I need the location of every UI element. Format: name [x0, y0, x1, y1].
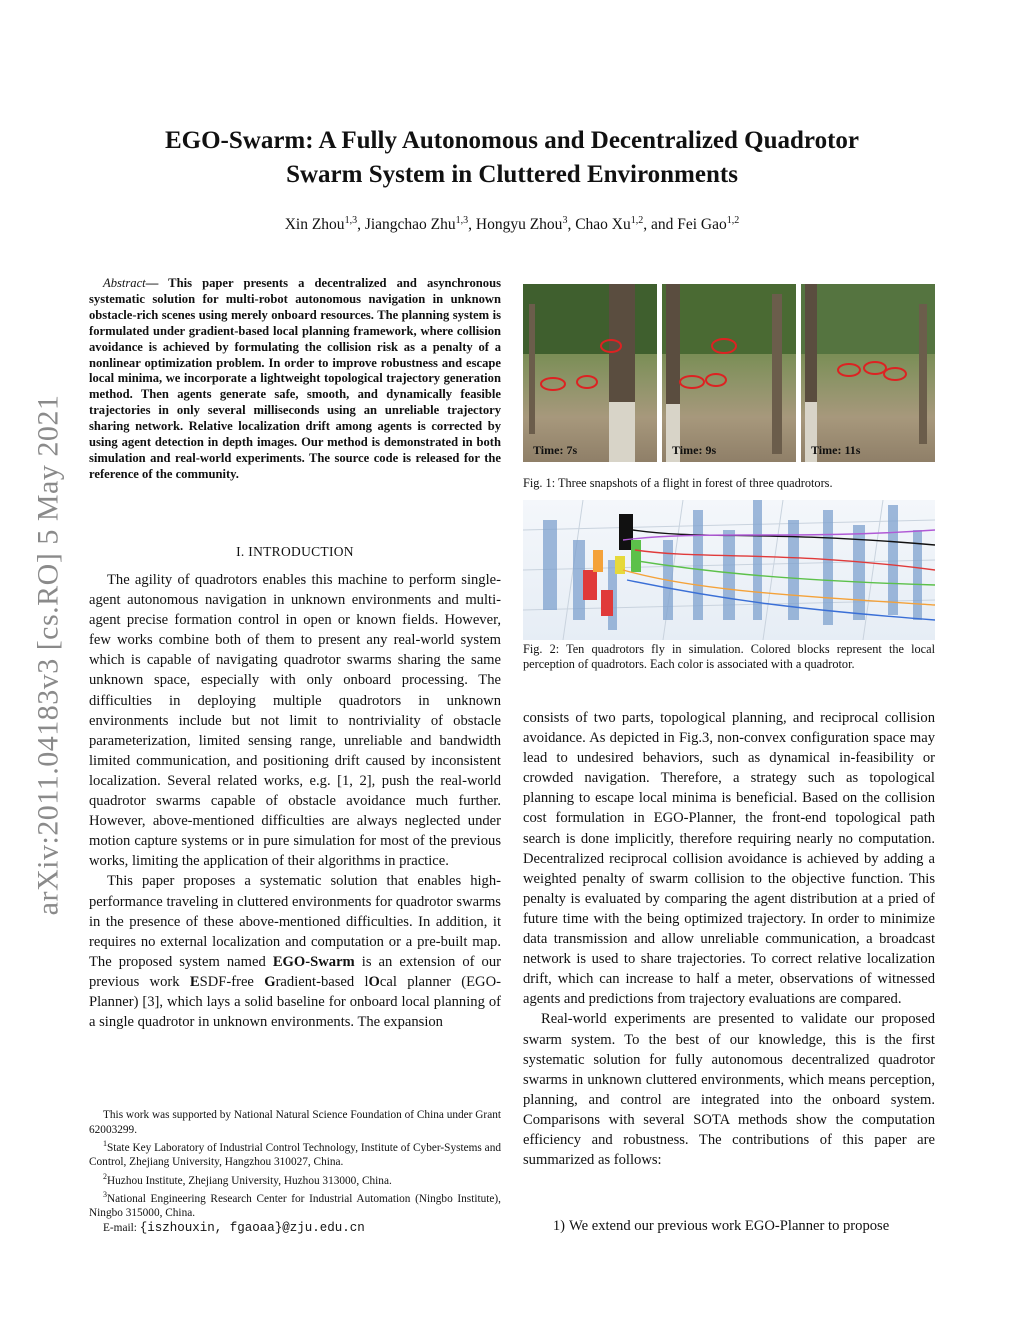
email-address: {iszhouxin, fgaoaa}@zju.edu.cn — [139, 1220, 365, 1235]
footnotes — [89, 1108, 501, 1235]
author-list — [100, 215, 924, 234]
section-heading-introduction: I. INTRODUCTION — [236, 544, 354, 559]
title-line-1: EGO-Swarm: A Fully Autonomous and Decentralized Quadrotor — [164, 127, 859, 154]
snapshot-photo — [801, 284, 935, 462]
right-paragraph-2: Real-world experiments are presented to validate our proposed swarm system. To the best of our knowledge, this is the first systematic solution for fully autonomous decentralized quadrotor swarms in unknown cluttered environments, which means perception, planning, and control are integrated into the onboard system. Comparisons with several SOTA methods show the computation efficiency and robustness. The contributions of this paper are summarized as follows: — [523, 1011, 935, 1169]
introduction-body — [89, 570, 501, 1032]
author: Hongyu Zhou$^3$, — [475, 215, 576, 234]
snapshot-photo — [523, 284, 657, 462]
abstract-dash: — — [145, 276, 169, 290]
snapshot-photo — [662, 284, 796, 462]
figure-1-snapshots — [523, 284, 935, 462]
right-column-body — [523, 708, 935, 1170]
figure-2-caption: Fig. 2: Ten quadrotors fly in simulation. Colored blocks represent the local perception of quadrotors. Each color is associated with a quadrotor. — [523, 642, 935, 671]
snapshot-time-label: Time: 9s — [672, 443, 717, 457]
snapshot-time-label: Time: 11s — [811, 443, 861, 457]
right-paragraph-1: consists of two parts, topological planning, and reciprocal collision avoidance. As depicted in Fig.3, non-convex configuration space may lead to undesired behaviors, such as dynamical in-feasibility or crowded navigation. Therefore, a strategy such as topological planning to escape local minima is beneficial. Based on the collision cost formulation in EGO-Planner, the front-end topological path search is done implicitly, therefore requiring nearly no computation. Decentralized reciprocal collision avoidance is achieved by adding a weighted penalty of swarm collision to the objective function. This penalty is evaluated by comparing the agent distribution at a pried of future time with the being optimized trajectory. In order to minimize data transmission and allow unreliable communication, a broadcast network is used to share trajectories. To correct relative localization drift, which can increase to half a meter, observations of witnessed agents and predictions from trajectory evaluations are compared. — [523, 710, 935, 1008]
abstract — [89, 276, 501, 483]
footnote-affiliation-2: $^2$Huzhou Institute, Zhejiang University, Huzhou 313000, China. — [103, 1171, 392, 1187]
footnote-affiliation-1: $^1$State Key Laboratory of Industrial Control Technology, Institute of Cyber-Systems and Control, Zhejiang University, Hangzhou 310027, China. — [89, 1139, 501, 1169]
snapshot-time-label: Time: 7s — [533, 443, 578, 457]
arxiv-stamp — [28, 355, 68, 955]
list-text: We extend our previous work EGO-Planner to propose — [569, 1218, 890, 1234]
author: Fei Gao$^{1,2}$ — [677, 215, 740, 234]
contribution-list-item — [523, 1216, 935, 1236]
author: Jiangchao Zhu$^{1,3}$, — [364, 215, 476, 234]
footnote-affiliation-3: $^3$National Engineering Research Center for Industrial Automation (Ningbo Institute), Ningbo 315000, China. — [89, 1190, 501, 1220]
list-number: 1) — [552, 1218, 565, 1234]
footnote-email: E-mail: {iszhouxin, fgaoaa}@zju.edu.cn — [103, 1220, 365, 1235]
arxiv-stamp-text: arXiv:2011.04183v3 [cs.RO] 5 May 2021 — [31, 394, 65, 916]
abstract-label: Abstract — [103, 276, 146, 290]
intro-paragraph-1: The agility of quadrotors enables this machine to perform single-agent autonomous navigation in unknown environments and multi-agent precise formation control in open or known fields. However, few works combine both of them to present any real-world system which is capable of navigating quadrotor swarms sharing the same unknown space, especially with only onboard processing. The difficulties in deploying multiple quadrotors in unknown environments include but not limit to nontriviality of obstacle parameterization, limited sensing range, unreliable and bandwidth limited communication, and positioning drift caused by inconsistent localization. Several related works, e.g. [1, 2], push the real-world quadrotor swarms capable of obstacle avoidance much further. However, above-mentioned difficulties are always neglected under motion capture systems or in pure simulation for most of the previous works, limiting the application of their algorithms in practice. — [89, 572, 501, 870]
forest-scene-icon — [801, 284, 935, 462]
figure-1-caption: Fig. 1: Three snapshots of a flight in forest of three quadrotors. — [523, 476, 833, 490]
abstract-text: This paper presents a decentralized and asynchronous systematic solution for multi-robot autonomous navigation in unknown obstacle-rich scenes using merely onboard resources. The planning system is formulated under gradient-based local planning framework, where collision avoidance is achieved by formulating the collision risk as a penalty of a nonlinear optimization problem. In order to improve robustness and escape local minima, we incorporate a lightweight topological trajectory generation method. Then agents generate safe, smooth, and dynamically feasible trajectories in only several milliseconds using an unreliable trajectory sharing network. Relative localization drift among agents is corrected by using agent detection in depth images. Our method is demonstrated in both simulation and real-world experiments. The source code is released for the reference of the community. — [89, 276, 501, 481]
paper-title — [100, 124, 924, 192]
forest-scene-icon — [523, 284, 657, 462]
figure-2-simulation — [523, 500, 935, 640]
intro-paragraph-2: This paper proposes a systematic solution that enables high-performance traveling in cluttered environments for quadrotor swarms in the presence of these above-mentioned difficulties. In addition, it requires no external localization and computation or a pre-built map. The proposed system named EGO-Swarm is an extension of our previous work ESDF-free Gradient-based lOcal planner (EGO-Planner) [3], which lays a solid baseline for onboard local planning of a single quadrotor in unknown environments. The expansion — [89, 873, 501, 1031]
footnote-funding: This work was supported by National Natural Science Foundation of China under Grant 62003299. — [89, 1109, 501, 1136]
author: Xin Zhou$^{1,3}$, — [284, 215, 365, 234]
forest-scene-icon — [662, 284, 796, 462]
author: Chao Xu$^{1,2}$, and — [575, 215, 678, 234]
title-line-2: Swarm System in Cluttered Environments — [286, 161, 738, 188]
simulation-scene-icon — [523, 500, 935, 640]
